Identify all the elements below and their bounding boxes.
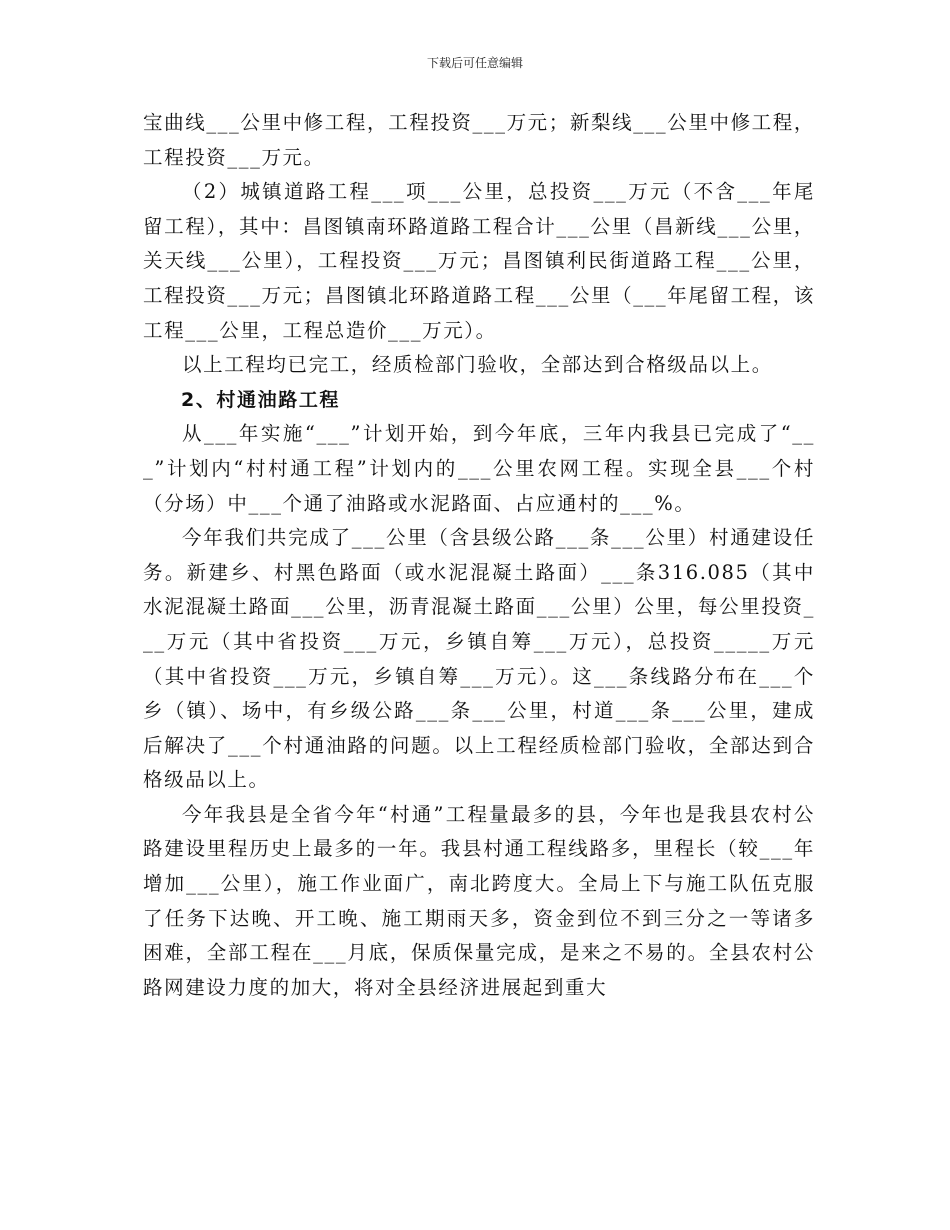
paragraph-4: 从___年实施“___”计划开始，到今年底，三年内我县已完成了“___”计划内“村村通工程”计划内的___公里农网工程。实现全县___个村（分场）中___个通了油路或水泥路面、占应通村的___%。 <box>143 422 815 515</box>
paragraph-1: 宝曲线___公里中修工程，工程投资___万元；新梨线___公里中修工程，工程投资___万元。 <box>143 111 815 169</box>
section-heading-2: 2、村通油路工程 <box>181 388 341 411</box>
paragraph-5: 今年我们共完成了___公里（含县级公路___条___公里）村通建设任务。新建乡、村黑色路面（或水泥混凝土路面）___条316.085（其中水泥混凝土路面___公里，沥青混凝土路面___公里）公里，每公里投资___万元（其中省投资___万元，乡镇自筹___万元），总投资_____万元（其中省投资___万元，乡镇自筹___万元）。这___条线路分布在___个乡（镇）、场中，有乡级公路___条___公里，村道___条___公里，建成后解决了___个村通油路的问题。以上工程经质检部门验收，全部达到合格级品以上。 <box>143 526 815 792</box>
page-header: 下载后可任意编辑 <box>426 56 523 70</box>
document-body <box>143 106 815 1005</box>
paragraph-3: 以上工程均已完工，经质检部门验收，全部达到合格级品以上。 <box>182 353 773 377</box>
paragraph-2: （2）城镇道路工程___项___公里，总投资___万元（不含___年尾留工程），其中：昌图镇南环路道路工程合计___公里（昌新线___公里，关天线___公里），工程投资___万元；昌图镇利民街道路工程___公里，工程投资___万元；昌图镇北环路道路工程___公里（___年尾留工程，该工程___公里，工程总造价___万元）。 <box>143 180 815 342</box>
paragraph-6: 今年我县是全省今年“村通”工程量最多的县，今年也是我县农村公路建设里程历史上最多的一年。我县村通工程线路多，里程长（较___年增加___公里），施工作业面广，南北跨度大。全局上下与施工队伍克服了任务下达晚、开工晚、施工期雨天多，资金到位不到三分之一等诸多困难，全部工程在___月底，保质保量完成，是来之不易的。全县农村公路网建设力度的加大，将对全县经济进展起到重大 <box>143 802 815 999</box>
